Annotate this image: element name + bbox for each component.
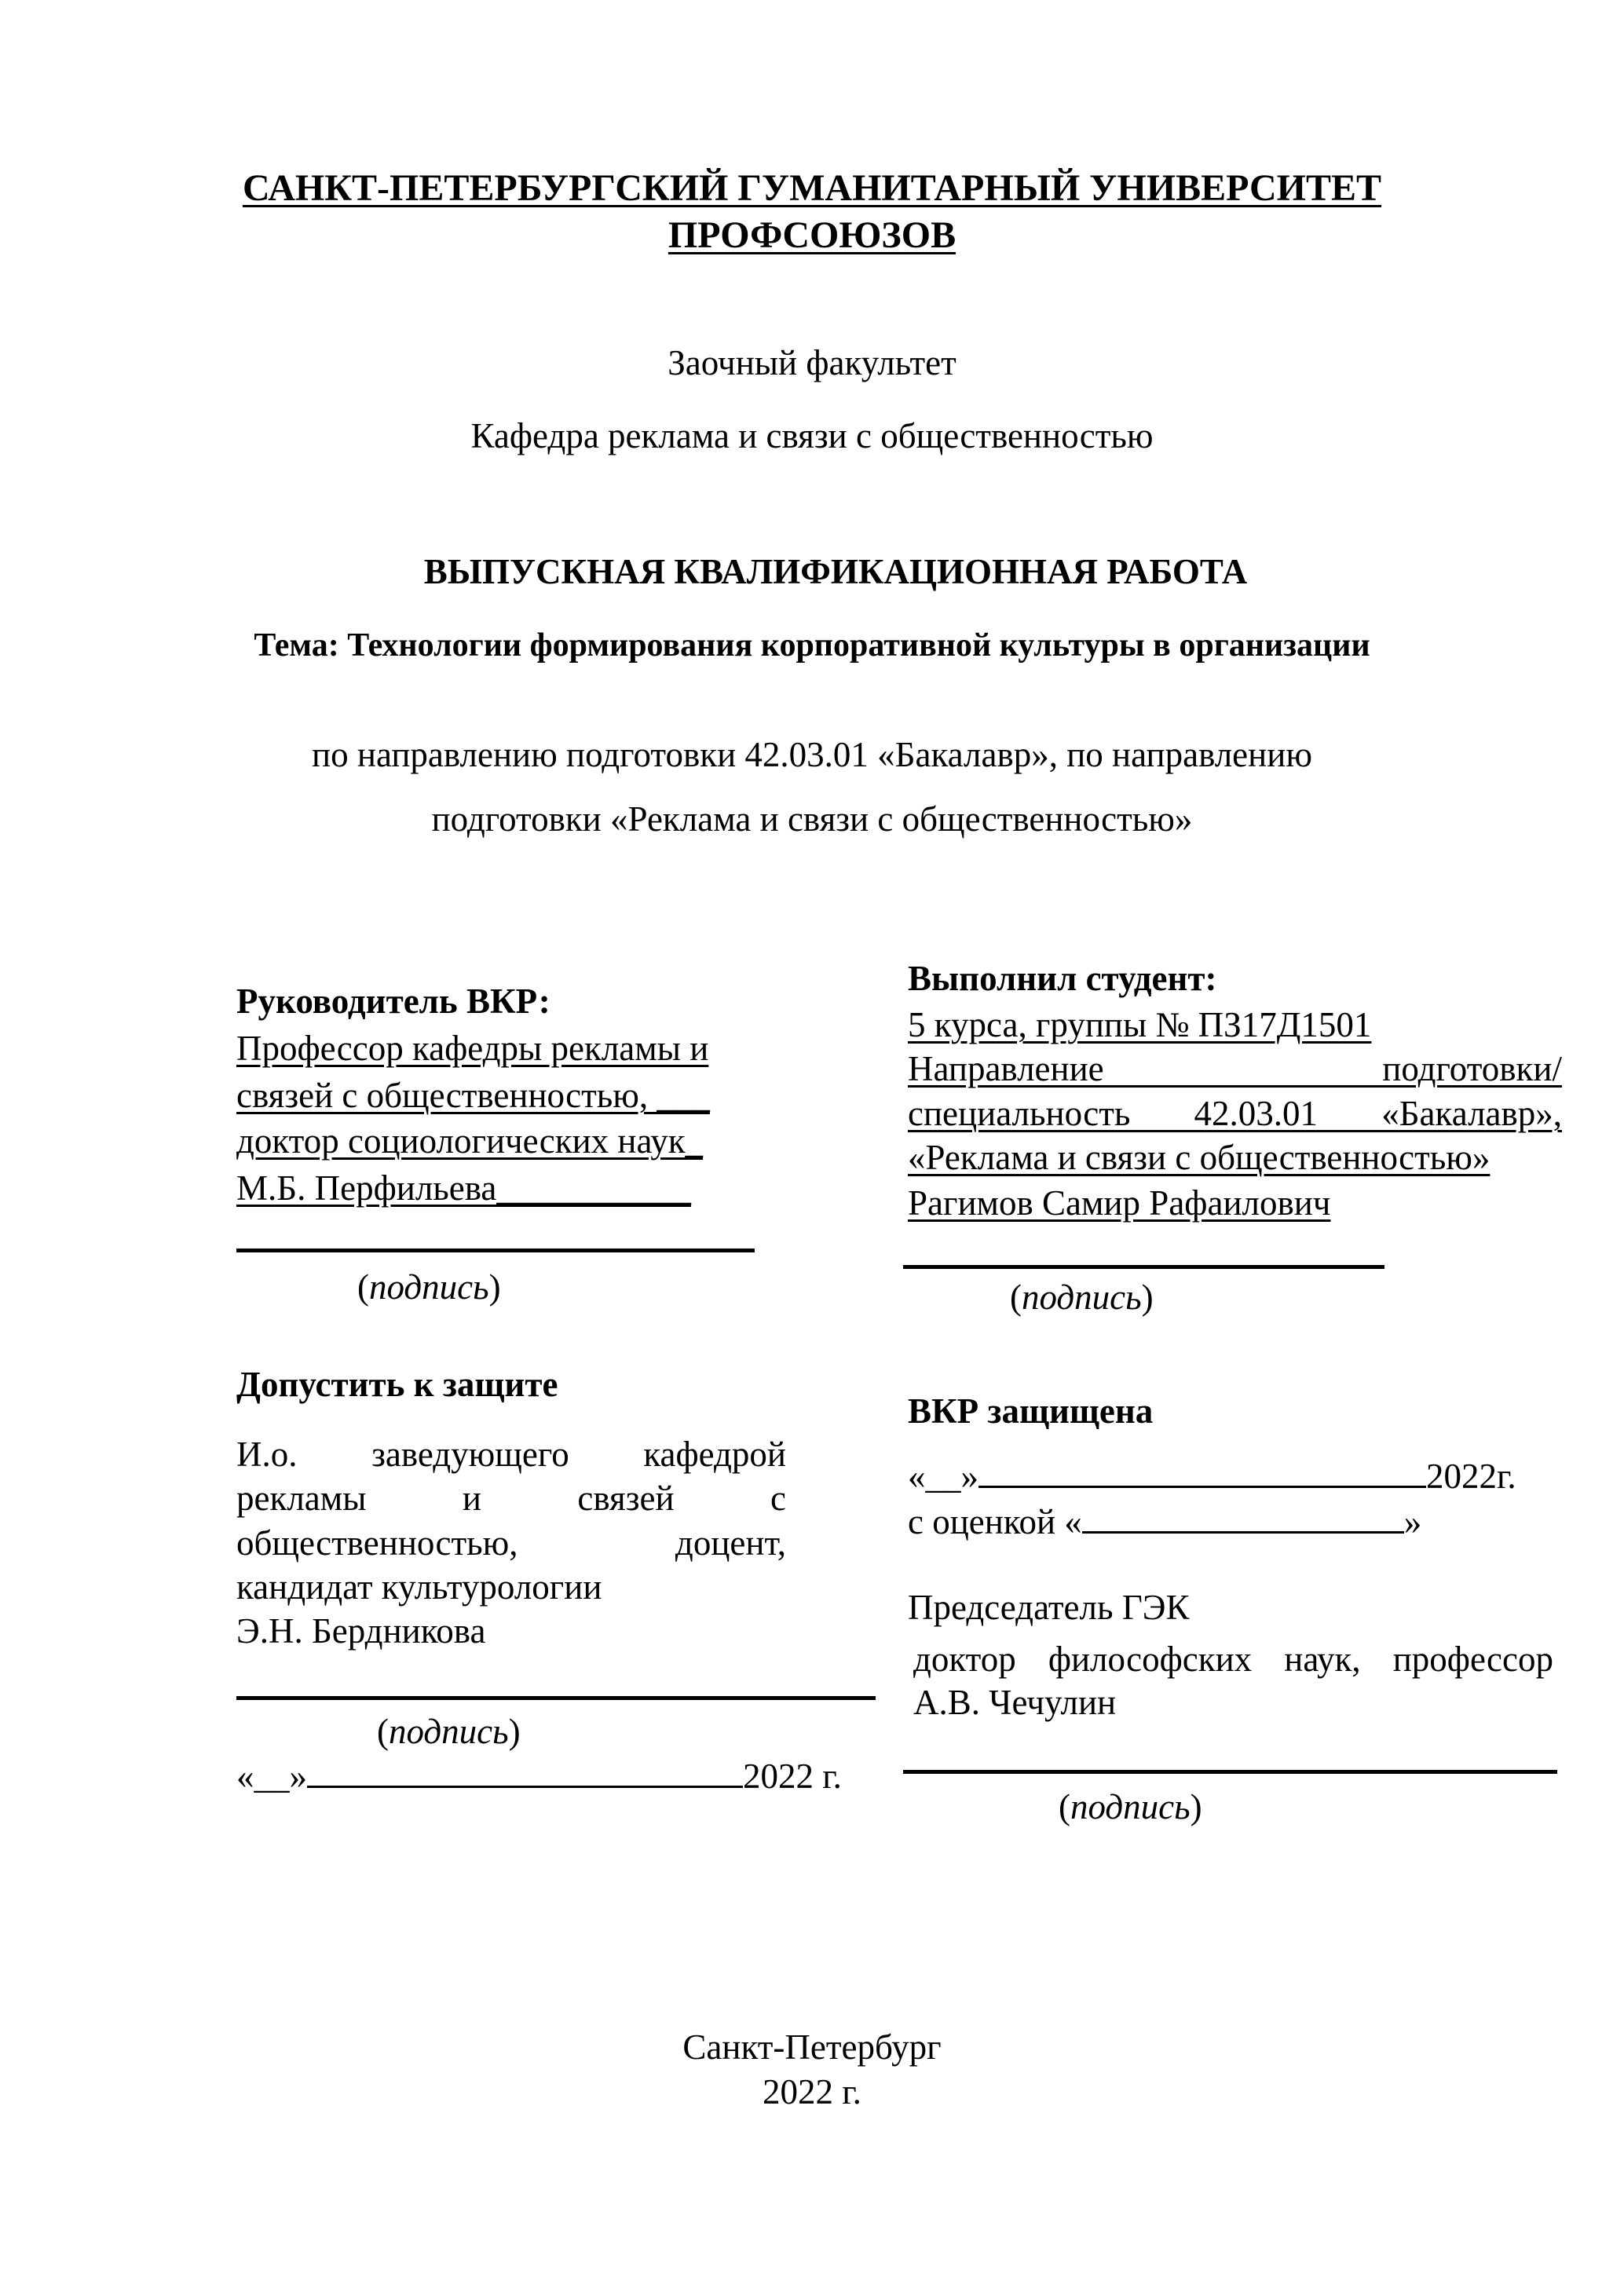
student-line: Направление подготовки/ <box>908 1049 1562 1088</box>
admission-signature-line <box>236 1696 876 1700</box>
defense-grade-blank <box>1082 1500 1404 1534</box>
admission-line: рекламы и связей с <box>236 1479 786 1518</box>
defense-date <box>908 1454 1516 1498</box>
university-name-line1: САНКТ-ПЕТЕРБУРГСКИЙ ГУМАНИТАРНЫЙ УНИВЕРСИТЕТ <box>242 167 1382 209</box>
defense-date-day: «__» <box>908 1457 978 1496</box>
student-line: 5 курса, группы № ПЗ17Д1501 <box>908 1005 1372 1044</box>
supervisor-signature-line <box>236 1249 755 1252</box>
student-line: специальность 42.03.01 «Бакалавр», <box>908 1094 1562 1133</box>
admission-date <box>236 1754 842 1798</box>
admission-line: И.о. заведующего кафедрой <box>236 1435 786 1474</box>
direction-line1: по направлению подготовки 42.03.01 «Бакалавр», по направлению <box>312 735 1312 774</box>
defense-grade <box>908 1500 1421 1544</box>
admission-heading: Допустить к защите <box>236 1365 558 1404</box>
defense-heading: ВКР защищена <box>908 1391 1154 1431</box>
student-signature-label: (подпись) <box>1010 1278 1154 1317</box>
student-line: «Реклама и связи с общественностью» <box>908 1138 1490 1177</box>
faculty: Заочный факультет <box>668 343 956 382</box>
supervisor-line: Профессор кафедры рекламы и <box>236 1029 709 1068</box>
admission-date-blank <box>307 1754 743 1788</box>
footer-city: Санкт-Петербург <box>682 2027 942 2067</box>
student-heading: Выполнил студент: <box>908 959 1217 998</box>
chair-title: Председатель ГЭК <box>908 1588 1190 1627</box>
supervisor-heading: Руководитель ВКР: <box>236 982 550 1021</box>
department: Кафедра реклама и связи с общественностью <box>470 416 1154 455</box>
admission-date-day: «__» <box>236 1757 307 1796</box>
admission-line: кандидат культурологии <box>236 1567 602 1607</box>
defense-grade-suffix: » <box>1403 1502 1422 1541</box>
student-signature-line <box>903 1265 1384 1269</box>
admission-line: общественностью, доцент, <box>236 1523 786 1563</box>
supervisor-signature-label: (подпись) <box>357 1267 501 1307</box>
chair-signature-line <box>903 1770 1557 1774</box>
defense-date-blank <box>978 1454 1426 1488</box>
footer-year: 2022 г. <box>763 2072 861 2111</box>
chair-signature-label: (подпись) <box>1059 1787 1202 1826</box>
chair-degree: доктор философских наук, профессор <box>913 1640 1553 1679</box>
admission-signature-label: (подпись) <box>377 1712 521 1751</box>
work-topic: Тема: Технологии формирования корпоративной культуры в организации <box>254 627 1370 664</box>
direction-line2: подготовки «Реклама и связи с общественностью» <box>431 799 1193 839</box>
chair-name: А.В. Чечулин <box>913 1683 1117 1722</box>
student-line: Рагимов Самир Рафаилович <box>908 1183 1331 1223</box>
defense-date-year: 2022г. <box>1426 1457 1516 1496</box>
supervisor-line: М.Б. Перфильева___________ <box>236 1168 691 1208</box>
admission-date-year: 2022 г. <box>743 1757 842 1796</box>
supervisor-line: связей с общественностью, ___ <box>236 1076 710 1115</box>
supervisor-line: доктор социологических наук_ <box>236 1121 704 1161</box>
admission-line: Э.Н. Бердникова <box>236 1611 486 1651</box>
defense-grade-prefix: с оценкой « <box>908 1502 1082 1541</box>
university-name-line2: ПРОФСОЮЗОВ <box>668 214 956 256</box>
work-type: ВЫПУСКНАЯ КВАЛИФИКАЦИОННАЯ РАБОТА <box>423 552 1248 591</box>
